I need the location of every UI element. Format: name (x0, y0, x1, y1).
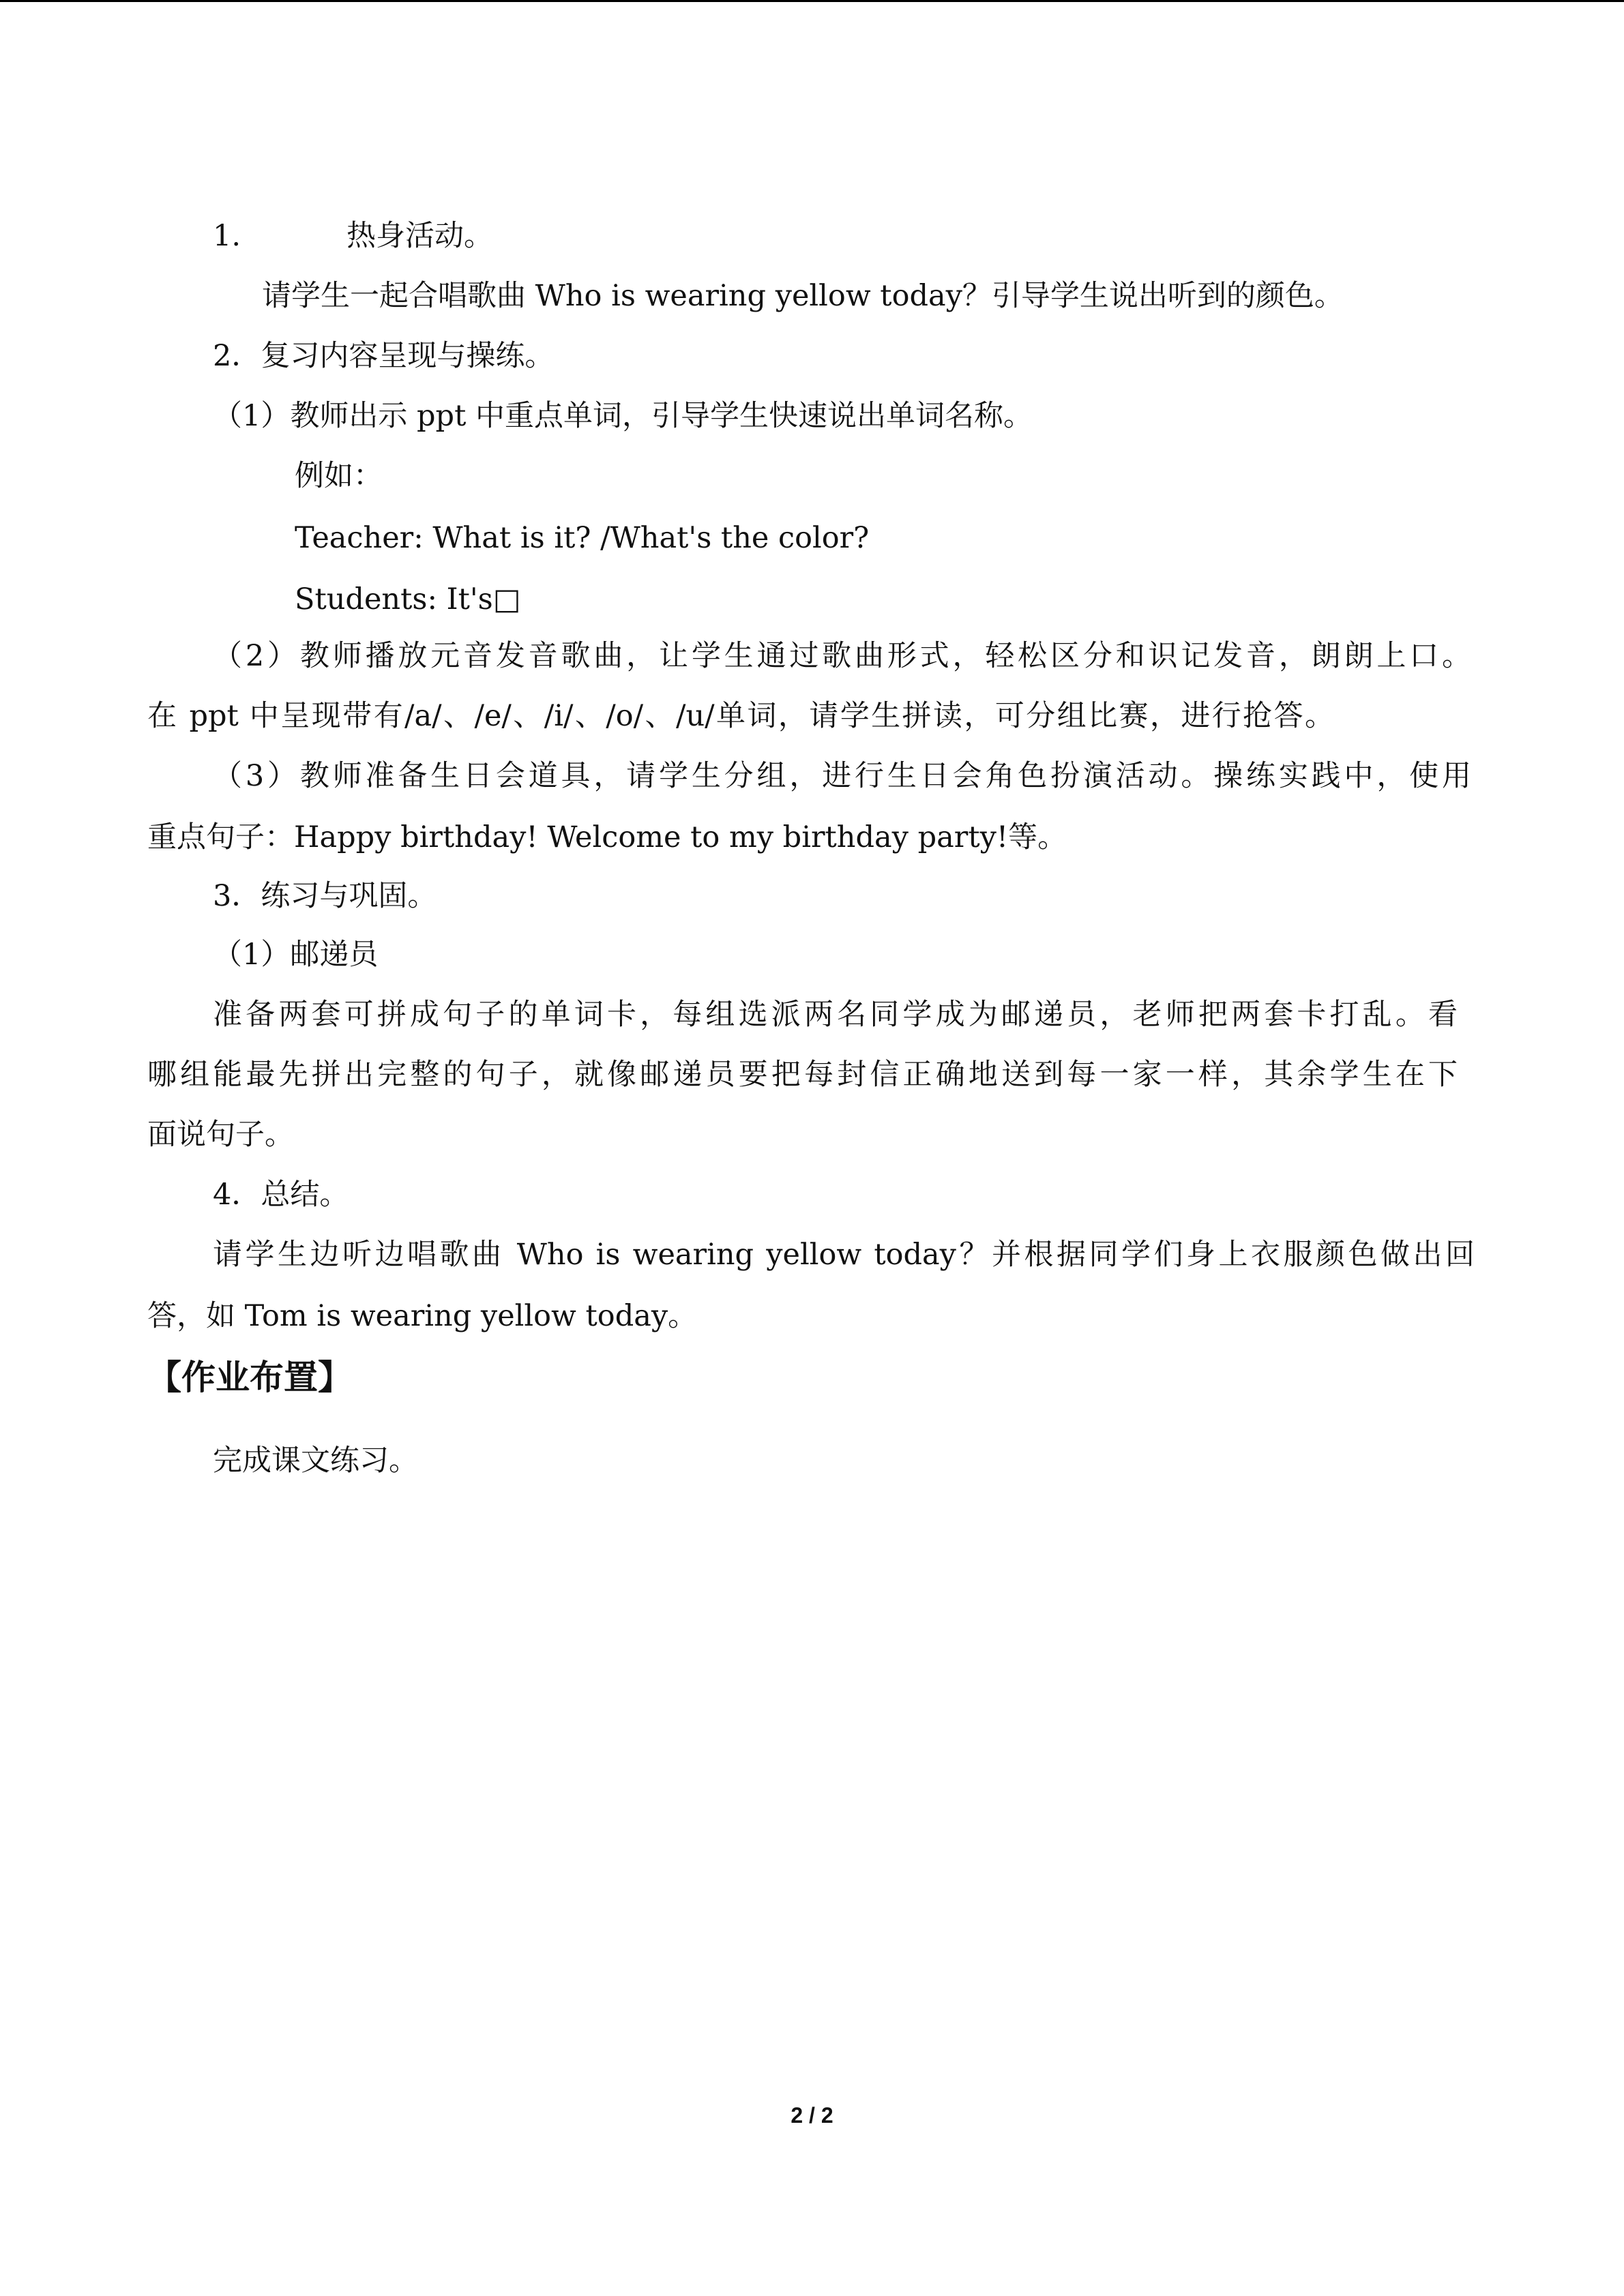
step-2-item-1: （1）教师出示 ppt 中重点单词，引导学生快速说出单词名称。 (213, 399, 1033, 433)
example-label: 例如： (295, 459, 383, 493)
step-1-number: 1. (213, 219, 241, 253)
step-2-item-3-line-2: 重点句子：Happy birthday! Welcome to my birthday party!等。 (147, 820, 1067, 854)
step-3-title: 3．练习与巩固。 (213, 879, 437, 913)
step-4-body-line-1: 请学生边听边唱歌曲 Who is wearing yellow today？并根据同学们身上衣服颜色做出回 (213, 1238, 1475, 1272)
step-4-title: 4．总结。 (213, 1178, 349, 1212)
step-1-body: 请学生一起合唱歌曲 Who is wearing yellow today？引导学生说出听到的颜色。 (262, 279, 1344, 313)
step-2-item-2-line-1: （2）教师播放元音发音歌曲，让学生通过歌曲形式，轻松区分和识记发音，朗朗上口。 (213, 639, 1471, 673)
step-1-line (213, 215, 493, 256)
step-1-title: 热身活动。 (346, 219, 494, 253)
step-4-body-line-2: 答，如 Tom is wearing yellow today。 (147, 1299, 698, 1333)
step-3-item-1: （1）邮递员 (213, 938, 379, 972)
step-2-item-2-line-2: 在 ppt 中呈现带有/a/、/e/、/i/、/o/、/u/单词，请学生拼读，可分组比赛，进行抢答。 (147, 699, 1334, 733)
step-3-body-line-3: 面说句子。 (147, 1118, 294, 1152)
example-students-line: Students: It's□ (295, 582, 521, 616)
step-2-item-3-line-1: （3）教师准备生日会道具，请学生分组，进行生日会角色扮演活动。操练实践中，使用 (213, 759, 1471, 793)
page-number: 2 / 2 (791, 2103, 833, 2128)
step-3-body-line-1: 准备两套可拼成句子的单词卡，每组选派两名同学成为邮递员，老师把两套卡打乱。看 (213, 998, 1458, 1032)
step-2-title: 2．复习内容呈现与操练。 (213, 339, 555, 373)
step-3-body-line-2: 哪组能最先拼出完整的句子，就像邮递员要把每封信正确地送到每一家一样，其余学生在下 (147, 1058, 1458, 1092)
homework-text: 完成课文练习。 (213, 1444, 418, 1478)
homework-heading: 【作业布置】 (147, 1358, 352, 1397)
example-teacher-line: Teacher: What is it? /What's the color? (295, 521, 870, 555)
